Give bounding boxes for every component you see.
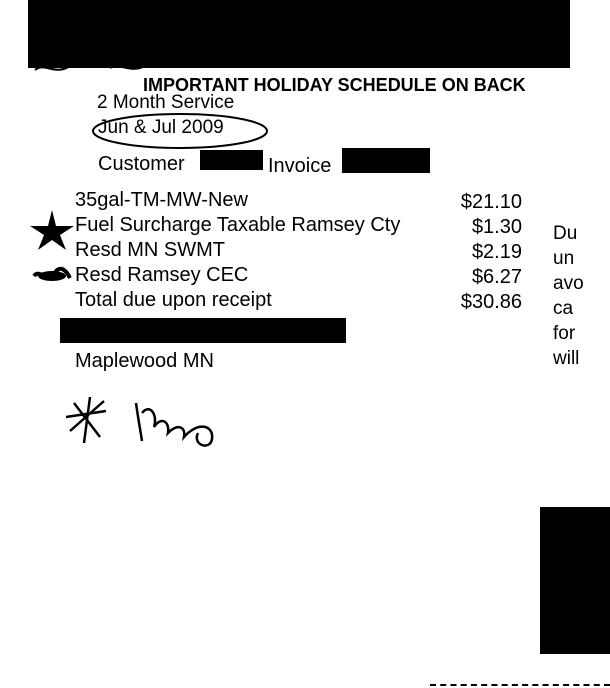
hand-scribble-mark — [32, 266, 72, 286]
redaction-customer-number — [200, 150, 263, 170]
tear-line — [430, 684, 610, 686]
city-state: Maplewood MN — [75, 350, 214, 372]
bill-total-amount: $30.86 — [460, 291, 522, 313]
redaction-address — [60, 318, 346, 343]
side-text-line: ca — [553, 298, 574, 319]
invoice-label: Invoice — [268, 155, 332, 177]
service-period-label: 2 Month Service — [97, 92, 235, 113]
bill-line-description: Resd Ramsey CEC — [75, 264, 249, 286]
side-text-line: avo — [553, 273, 584, 294]
scribble-marks — [30, 58, 160, 80]
bill-line-description: Resd MN SWMT — [75, 239, 225, 261]
bill-line-amount: $21.10 — [460, 191, 522, 213]
bill-total-description: Total due upon receipt — [75, 289, 272, 311]
side-text-line: will — [553, 348, 580, 369]
side-text-line: Du — [553, 223, 578, 244]
bill-line-amount: $2.19 — [471, 241, 522, 263]
hand-star-mark — [26, 208, 78, 252]
redaction-invoice-number — [342, 148, 430, 173]
bill-line-amount: $1.30 — [471, 216, 522, 238]
bill-line-amount: $6.27 — [471, 266, 522, 288]
side-text-line: for — [553, 323, 576, 344]
redaction-bottom-right — [540, 507, 610, 654]
holiday-notice: IMPORTANT HOLIDAY SCHEDULE ON BACK — [143, 75, 526, 95]
customer-label: Customer — [98, 153, 185, 175]
bill-line-description: 35gal-TM-MW-New — [75, 189, 248, 211]
service-period: Jun & Jul 2009 — [98, 117, 224, 138]
side-text-line: un — [553, 248, 575, 269]
bill-line-description: Fuel Surcharge Taxable Ramsey Cty — [75, 214, 401, 236]
handwritten-signature — [128, 393, 224, 453]
hand-drawn-star — [60, 393, 112, 447]
